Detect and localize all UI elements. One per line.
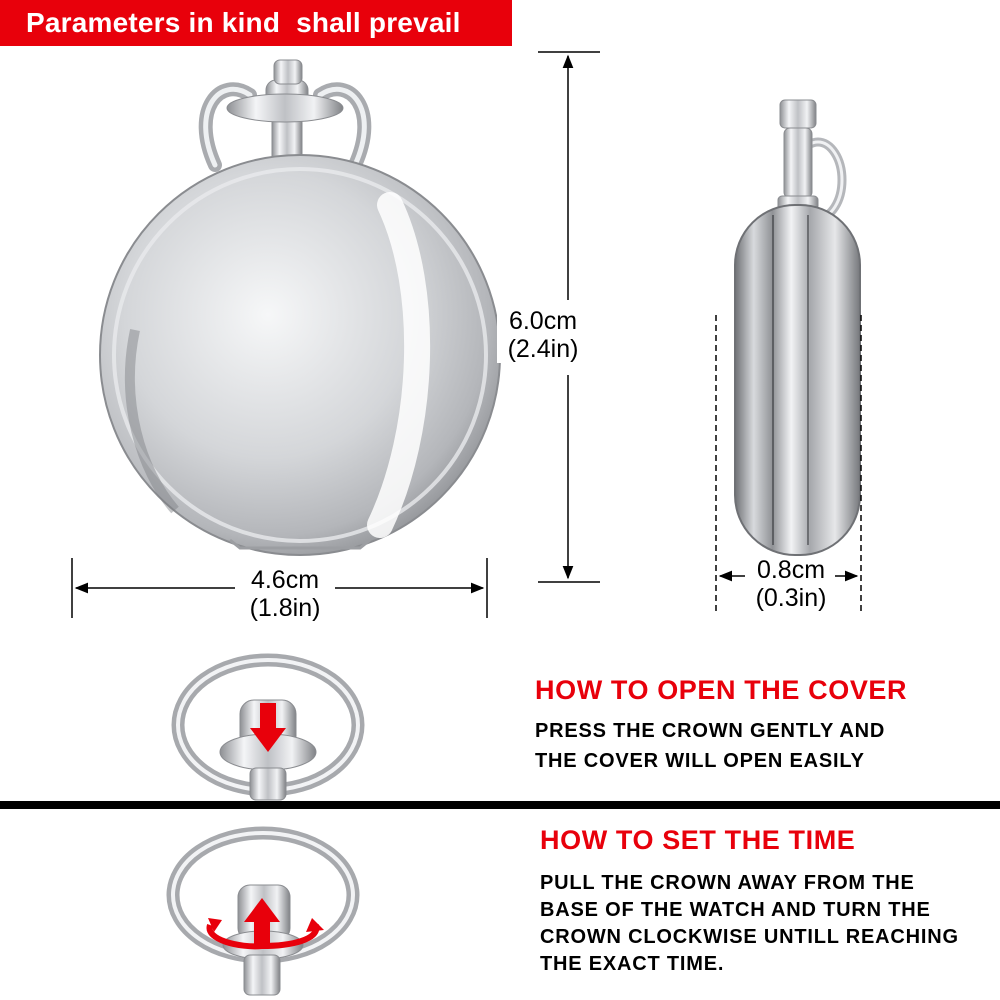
thickness-in: (0.3in) [755, 584, 827, 612]
banner-text: Parameters in kind shall prevail [26, 7, 461, 38]
section-divider [0, 801, 1000, 809]
instruction-line: PRESS THE CROWN GENTLY AND [535, 720, 886, 742]
height-label [497, 307, 589, 363]
height-cm: 6.0cm [508, 307, 578, 335]
front-watch [100, 60, 500, 555]
open-cover-instructions [535, 716, 885, 776]
open-cover-heading: HOW TO OPEN THE COVER [535, 675, 908, 705]
width-in: (1.8in) [249, 594, 321, 622]
height-in: (2.4in) [507, 335, 579, 363]
width-cm: 4.6cm [250, 566, 320, 594]
side-watch [735, 100, 860, 555]
set-time-instructions [540, 870, 959, 978]
set-time-heading: HOW TO SET THE TIME [540, 825, 856, 855]
instruction-line: THE EXACT TIME. [540, 953, 725, 975]
instruction-line: BASE OF THE WATCH AND TURN THE [540, 899, 931, 921]
instruction-line: CROWN CLOCKWISE UNTILL REACHING [540, 926, 959, 948]
crown-press-illustration [178, 660, 358, 800]
width-label [237, 566, 333, 622]
thickness-cm: 0.8cm [756, 556, 826, 584]
crown-pull-turn-illustration [173, 833, 353, 995]
instruction-line: PULL THE CROWN AWAY FROM THE [540, 872, 915, 894]
instruction-line: THE COVER WILL OPEN EASILY [535, 750, 865, 772]
thickness-label [745, 556, 837, 612]
